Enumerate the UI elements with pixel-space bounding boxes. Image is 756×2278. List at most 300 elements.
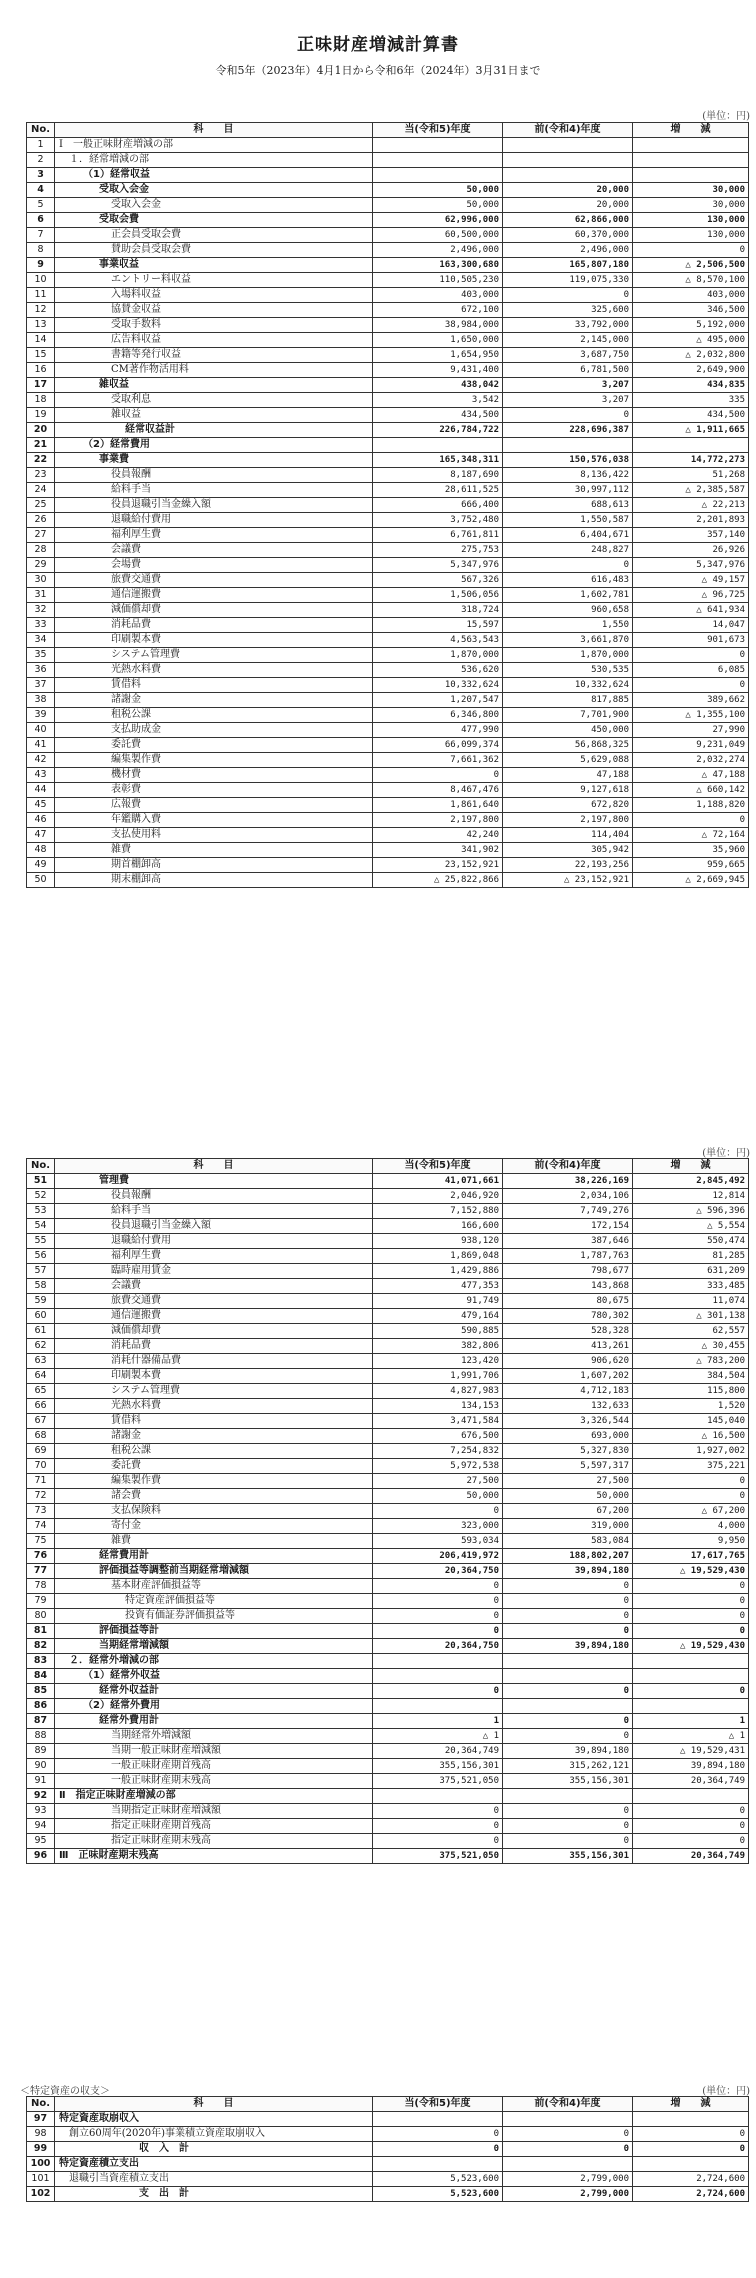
current-year-amount: 375,521,050 — [373, 1774, 503, 1789]
table-row — [27, 678, 749, 693]
row-subject: 広報費 — [55, 798, 373, 813]
previous-year-amount: 0 — [503, 1579, 633, 1594]
change-amount: 26,926 — [633, 543, 749, 558]
row-number: 35 — [27, 648, 55, 663]
current-year-amount: 7,254,832 — [373, 1444, 503, 1459]
change-amount: △ 2,506,500 — [633, 258, 749, 273]
previous-year-amount: 693,000 — [503, 1429, 633, 1444]
special-assets-table — [26, 2096, 749, 2202]
row-subject: 当期指定正味財産増減額 — [55, 1804, 373, 1819]
col-header-no: No. — [27, 123, 55, 138]
row-number: 100 — [27, 2157, 55, 2172]
row-number: 53 — [27, 1204, 55, 1219]
previous-year-amount: 325,600 — [503, 303, 633, 318]
table-row — [27, 453, 749, 468]
row-number: 93 — [27, 1804, 55, 1819]
change-amount: △ 641,934 — [633, 603, 749, 618]
change-amount: △ 596,396 — [633, 1204, 749, 1219]
previous-year-amount: 114,404 — [503, 828, 633, 843]
row-number: 23 — [27, 468, 55, 483]
change-amount: 384,504 — [633, 1369, 749, 1384]
change-amount — [633, 1669, 749, 1684]
previous-year-amount: 2,197,800 — [503, 813, 633, 828]
current-year-amount: 42,240 — [373, 828, 503, 843]
previous-year-amount: 780,302 — [503, 1309, 633, 1324]
row-subject: CM著作物活用料 — [55, 363, 373, 378]
current-year-amount: 8,187,690 — [373, 468, 503, 483]
row-subject: 役員報酬 — [55, 468, 373, 483]
change-amount: △ 19,529,431 — [633, 1744, 749, 1759]
table-row — [27, 858, 749, 873]
row-subject: 受取手数料 — [55, 318, 373, 333]
previous-year-amount — [503, 1699, 633, 1714]
row-subject: 表彰費 — [55, 783, 373, 798]
table-row — [27, 1174, 749, 1189]
previous-year-amount: 67,200 — [503, 1504, 633, 1519]
row-subject: 収 入 計 — [55, 2142, 373, 2157]
row-subject: 租税公課 — [55, 1444, 373, 1459]
table-row — [27, 2127, 749, 2142]
current-year-amount: 1,429,886 — [373, 1264, 503, 1279]
row-number: 9 — [27, 258, 55, 273]
previous-year-amount: 165,807,180 — [503, 258, 633, 273]
previous-year-amount: 228,696,387 — [503, 423, 633, 438]
row-subject: 賛助会員受取会費 — [55, 243, 373, 258]
previous-year-amount: 0 — [503, 1684, 633, 1699]
current-year-amount: 318,724 — [373, 603, 503, 618]
change-amount — [633, 2157, 749, 2172]
table-row — [27, 498, 749, 513]
table-row — [27, 633, 749, 648]
row-number: 55 — [27, 1234, 55, 1249]
row-number: 99 — [27, 2142, 55, 2157]
row-number: 54 — [27, 1219, 55, 1234]
previous-year-amount — [503, 438, 633, 453]
current-year-amount: 5,972,538 — [373, 1459, 503, 1474]
row-subject: Ⅰ 一般正味財産増減の部 — [55, 138, 373, 153]
change-amount — [633, 1654, 749, 1669]
current-year-amount: 28,611,525 — [373, 483, 503, 498]
table-row — [27, 153, 749, 168]
previous-year-amount: 4,712,183 — [503, 1384, 633, 1399]
previous-year-amount: 119,075,330 — [503, 273, 633, 288]
change-amount: 2,032,274 — [633, 753, 749, 768]
current-year-amount: 20,364,749 — [373, 1744, 503, 1759]
row-subject: 委託費 — [55, 1459, 373, 1474]
previous-year-amount: 33,792,000 — [503, 318, 633, 333]
change-amount: 9,231,049 — [633, 738, 749, 753]
current-year-amount: 2,496,000 — [373, 243, 503, 258]
row-subject: 期末棚卸高 — [55, 873, 373, 888]
table-row — [27, 228, 749, 243]
row-subject: Ⅱ 指定正味財産増減の部 — [55, 1789, 373, 1804]
table-row — [27, 213, 749, 228]
row-subject: 福利厚生費 — [55, 528, 373, 543]
change-amount: 4,000 — [633, 1519, 749, 1534]
table-header-row — [27, 1159, 749, 1174]
table-row — [27, 318, 749, 333]
previous-year-amount: 7,749,276 — [503, 1204, 633, 1219]
table-row — [27, 783, 749, 798]
row-subject: 入場料収益 — [55, 288, 373, 303]
row-number: 30 — [27, 573, 55, 588]
row-subject: 支 出 計 — [55, 2187, 373, 2202]
row-subject: 退職給付費用 — [55, 1234, 373, 1249]
previous-year-amount: 906,620 — [503, 1354, 633, 1369]
table-row — [27, 1774, 749, 1789]
table-row — [27, 1339, 749, 1354]
previous-year-amount: 150,576,038 — [503, 453, 633, 468]
table-row — [27, 303, 749, 318]
current-year-amount: 1,650,000 — [373, 333, 503, 348]
current-year-amount: 676,500 — [373, 1429, 503, 1444]
col-header-current: 当(令和5)年度 — [373, 1159, 503, 1174]
table-row — [27, 1264, 749, 1279]
current-year-amount: 382,806 — [373, 1339, 503, 1354]
row-number: 68 — [27, 1429, 55, 1444]
change-amount: 389,662 — [633, 693, 749, 708]
change-amount: △ 47,188 — [633, 768, 749, 783]
row-subject: 評価損益等計 — [55, 1624, 373, 1639]
table-row — [27, 843, 749, 858]
previous-year-amount: 6,404,671 — [503, 528, 633, 543]
row-subject: 消耗品費 — [55, 618, 373, 633]
row-subject: 期首棚卸高 — [55, 858, 373, 873]
row-number: 56 — [27, 1249, 55, 1264]
previous-year-amount — [503, 1789, 633, 1804]
table-row — [27, 648, 749, 663]
current-year-amount: 0 — [373, 1624, 503, 1639]
previous-year-amount: 355,156,301 — [503, 1774, 633, 1789]
row-subject: （2）経常費用 — [55, 438, 373, 453]
change-amount: 357,140 — [633, 528, 749, 543]
row-number: 17 — [27, 378, 55, 393]
table-row — [27, 1549, 749, 1564]
current-year-amount: 163,300,680 — [373, 258, 503, 273]
row-subject: 指定正味財産期首残高 — [55, 1819, 373, 1834]
row-number: 91 — [27, 1774, 55, 1789]
col-header-current: 当(令和5)年度 — [373, 2097, 503, 2112]
change-amount — [633, 438, 749, 453]
change-amount: △ 30,455 — [633, 1339, 749, 1354]
row-number: 61 — [27, 1324, 55, 1339]
table-row — [27, 1819, 749, 1834]
change-amount: △ 67,200 — [633, 1504, 749, 1519]
previous-year-amount: 188,802,207 — [503, 1549, 633, 1564]
table-header-row — [27, 2097, 749, 2112]
current-year-amount: 20,364,750 — [373, 1639, 503, 1654]
row-subject: 事業費 — [55, 453, 373, 468]
current-year-amount: 7,661,362 — [373, 753, 503, 768]
change-amount: 0 — [633, 813, 749, 828]
current-year-amount: 1,207,547 — [373, 693, 503, 708]
table-row — [27, 1324, 749, 1339]
row-number: 90 — [27, 1759, 55, 1774]
row-subject: ２．経常外増減の部 — [55, 1654, 373, 1669]
table-row — [27, 588, 749, 603]
current-year-amount: 1,870,000 — [373, 648, 503, 663]
row-subject: 指定正味財産期末残高 — [55, 1834, 373, 1849]
previous-year-amount: 5,327,830 — [503, 1444, 633, 1459]
row-number: 72 — [27, 1489, 55, 1504]
change-amount: 1,927,002 — [633, 1444, 749, 1459]
previous-year-amount: 62,866,000 — [503, 213, 633, 228]
row-subject: 雑収益 — [55, 378, 373, 393]
row-number: 76 — [27, 1549, 55, 1564]
table-row — [27, 1759, 749, 1774]
row-number: 84 — [27, 1669, 55, 1684]
change-amount: △ 1,911,665 — [633, 423, 749, 438]
current-year-amount: 0 — [373, 1609, 503, 1624]
previous-year-amount: 3,661,870 — [503, 633, 633, 648]
table-row — [27, 1534, 749, 1549]
row-subject: 当期一般正味財産増減額 — [55, 1744, 373, 1759]
col-header-subject: 科 目 — [55, 123, 373, 138]
change-amount: △ 16,500 — [633, 1429, 749, 1444]
row-number: 39 — [27, 708, 55, 723]
current-year-amount: 0 — [373, 1834, 503, 1849]
change-amount: 2,201,893 — [633, 513, 749, 528]
current-year-amount: 123,420 — [373, 1354, 503, 1369]
table-row — [27, 1474, 749, 1489]
row-subject: 役員退職引当金繰入額 — [55, 1219, 373, 1234]
previous-year-amount: 39,894,180 — [503, 1744, 633, 1759]
previous-year-amount: 248,827 — [503, 543, 633, 558]
previous-year-amount: 1,870,000 — [503, 648, 633, 663]
previous-year-amount: 0 — [503, 1834, 633, 1849]
current-year-amount: 50,000 — [373, 198, 503, 213]
previous-year-amount: 583,084 — [503, 1534, 633, 1549]
table-row — [27, 1399, 749, 1414]
row-number: 47 — [27, 828, 55, 843]
previous-year-amount: 319,000 — [503, 1519, 633, 1534]
change-amount: △ 1,355,100 — [633, 708, 749, 723]
row-subject: 寄付金 — [55, 1519, 373, 1534]
table-row — [27, 1444, 749, 1459]
row-number: 36 — [27, 663, 55, 678]
table-row — [27, 258, 749, 273]
row-number: 88 — [27, 1729, 55, 1744]
row-subject: 受取入会金 — [55, 198, 373, 213]
previous-year-amount: 0 — [503, 1819, 633, 1834]
current-year-amount — [373, 2112, 503, 2127]
row-number: 2 — [27, 153, 55, 168]
current-year-amount: 672,100 — [373, 303, 503, 318]
previous-year-amount: 0 — [503, 1714, 633, 1729]
table-row — [27, 1459, 749, 1474]
current-year-amount: 590,885 — [373, 1324, 503, 1339]
income-statement-table-page2 — [26, 1158, 749, 1864]
table-row — [27, 483, 749, 498]
previous-year-amount: 0 — [503, 2127, 633, 2142]
previous-year-amount — [503, 153, 633, 168]
row-number: 29 — [27, 558, 55, 573]
row-number: 82 — [27, 1639, 55, 1654]
row-number: 31 — [27, 588, 55, 603]
col-header-subject: 科 目 — [55, 2097, 373, 2112]
change-amount: 550,474 — [633, 1234, 749, 1249]
table-row — [27, 603, 749, 618]
previous-year-amount: 132,633 — [503, 1399, 633, 1414]
table-row — [27, 198, 749, 213]
current-year-amount: 7,152,880 — [373, 1204, 503, 1219]
change-amount: △ 72,164 — [633, 828, 749, 843]
row-subject: 雑収益 — [55, 408, 373, 423]
change-amount: 0 — [633, 1624, 749, 1639]
table-row — [27, 1369, 749, 1384]
change-amount: 2,845,492 — [633, 1174, 749, 1189]
row-subject: 基本財産評価損益等 — [55, 1579, 373, 1594]
row-subject: 旅費交通費 — [55, 573, 373, 588]
row-subject: 経常外費用計 — [55, 1714, 373, 1729]
row-number: 21 — [27, 438, 55, 453]
change-amount: △ 783,200 — [633, 1354, 749, 1369]
row-subject: 受取会費 — [55, 213, 373, 228]
current-year-amount: 0 — [373, 1504, 503, 1519]
change-amount — [633, 153, 749, 168]
current-year-amount: 41,071,661 — [373, 1174, 503, 1189]
table-row — [27, 828, 749, 843]
previous-year-amount: 60,370,000 — [503, 228, 633, 243]
row-number: 63 — [27, 1354, 55, 1369]
current-year-amount: 5,347,976 — [373, 558, 503, 573]
table-row — [27, 513, 749, 528]
table-row — [27, 798, 749, 813]
current-year-amount: 323,000 — [373, 1519, 503, 1534]
row-subject: 賃借料 — [55, 1414, 373, 1429]
current-year-amount: △ 1 — [373, 1729, 503, 1744]
previous-year-amount: 688,613 — [503, 498, 633, 513]
change-amount: 346,500 — [633, 303, 749, 318]
unit-label-3: (単位：円) — [702, 2086, 750, 2097]
current-year-amount: 1,861,640 — [373, 798, 503, 813]
current-year-amount: 20,364,750 — [373, 1564, 503, 1579]
table-row — [27, 183, 749, 198]
previous-year-amount — [503, 2157, 633, 2172]
row-subject: 書籍等発行収益 — [55, 348, 373, 363]
row-number: 65 — [27, 1384, 55, 1399]
row-number: 7 — [27, 228, 55, 243]
change-amount: 0 — [633, 243, 749, 258]
row-subject: 委託費 — [55, 738, 373, 753]
change-amount: 0 — [633, 1489, 749, 1504]
change-amount: 130,000 — [633, 228, 749, 243]
change-amount — [633, 2112, 749, 2127]
row-number: 8 — [27, 243, 55, 258]
previous-year-amount: 450,000 — [503, 723, 633, 738]
change-amount: 375,221 — [633, 1459, 749, 1474]
col-header-change: 増 減 — [633, 123, 749, 138]
current-year-amount: 23,152,921 — [373, 858, 503, 873]
row-subject: 年鑑購入費 — [55, 813, 373, 828]
previous-year-amount: 47,188 — [503, 768, 633, 783]
row-subject: 通信運搬費 — [55, 1309, 373, 1324]
row-subject: 一般正味財産期首残高 — [55, 1759, 373, 1774]
change-amount: 145,040 — [633, 1414, 749, 1429]
row-number: 92 — [27, 1789, 55, 1804]
row-number: 6 — [27, 213, 55, 228]
row-number: 57 — [27, 1264, 55, 1279]
change-amount: 0 — [633, 648, 749, 663]
previous-year-amount: 0 — [503, 408, 633, 423]
change-amount: 35,960 — [633, 843, 749, 858]
change-amount: 14,772,273 — [633, 453, 749, 468]
change-amount: △ 2,032,800 — [633, 348, 749, 363]
row-number: 32 — [27, 603, 55, 618]
row-number: 80 — [27, 1609, 55, 1624]
row-number: 19 — [27, 408, 55, 423]
row-number: 46 — [27, 813, 55, 828]
previous-year-amount: 7,701,900 — [503, 708, 633, 723]
row-number: 86 — [27, 1699, 55, 1714]
row-number: 42 — [27, 753, 55, 768]
previous-year-amount: 38,226,169 — [503, 1174, 633, 1189]
table-row — [27, 1249, 749, 1264]
previous-year-amount: 2,799,000 — [503, 2187, 633, 2202]
current-year-amount: 1,506,056 — [373, 588, 503, 603]
row-subject: 正会員受取会費 — [55, 228, 373, 243]
previous-year-amount: 0 — [503, 558, 633, 573]
current-year-amount: 62,996,000 — [373, 213, 503, 228]
table-row — [27, 1714, 749, 1729]
row-number: 14 — [27, 333, 55, 348]
current-year-amount — [373, 438, 503, 453]
current-year-amount: 479,164 — [373, 1309, 503, 1324]
current-year-amount: 10,332,624 — [373, 678, 503, 693]
table-row — [27, 543, 749, 558]
row-number: 71 — [27, 1474, 55, 1489]
previous-year-amount: 530,535 — [503, 663, 633, 678]
table-row — [27, 1729, 749, 1744]
row-subject: 退職給付費用 — [55, 513, 373, 528]
col-header-subject: 科 目 — [55, 1159, 373, 1174]
table-row — [27, 348, 749, 363]
previous-year-amount: 5,597,317 — [503, 1459, 633, 1474]
previous-year-amount — [503, 1669, 633, 1684]
table-row — [27, 1699, 749, 1714]
previous-year-amount: 616,483 — [503, 573, 633, 588]
change-amount: △ 19,529,430 — [633, 1639, 749, 1654]
change-amount: 434,835 — [633, 378, 749, 393]
current-year-amount: 0 — [373, 1804, 503, 1819]
current-year-amount: 536,620 — [373, 663, 503, 678]
change-amount: 115,800 — [633, 1384, 749, 1399]
table-row — [27, 1789, 749, 1804]
previous-year-amount — [503, 138, 633, 153]
previous-year-amount: 1,602,781 — [503, 588, 633, 603]
table-row — [27, 1234, 749, 1249]
change-amount: 62,557 — [633, 1324, 749, 1339]
row-subject: 消耗品費 — [55, 1339, 373, 1354]
change-amount: 17,617,765 — [633, 1549, 749, 1564]
row-subject: 通信運搬費 — [55, 588, 373, 603]
current-year-amount: 166,600 — [373, 1219, 503, 1234]
table-row — [27, 168, 749, 183]
table-row — [27, 1354, 749, 1369]
row-subject: 当期経常増減額 — [55, 1639, 373, 1654]
previous-year-amount: 0 — [503, 1624, 633, 1639]
row-subject: 投資有価証券評価損益等 — [55, 1609, 373, 1624]
current-year-amount: 50,000 — [373, 183, 503, 198]
current-year-amount: 403,000 — [373, 288, 503, 303]
current-year-amount: 1,991,706 — [373, 1369, 503, 1384]
current-year-amount: 66,099,374 — [373, 738, 503, 753]
table-row — [27, 2142, 749, 2157]
current-year-amount: 275,753 — [373, 543, 503, 558]
change-amount: △ 495,000 — [633, 333, 749, 348]
table-row — [27, 1189, 749, 1204]
change-amount: 2,649,900 — [633, 363, 749, 378]
